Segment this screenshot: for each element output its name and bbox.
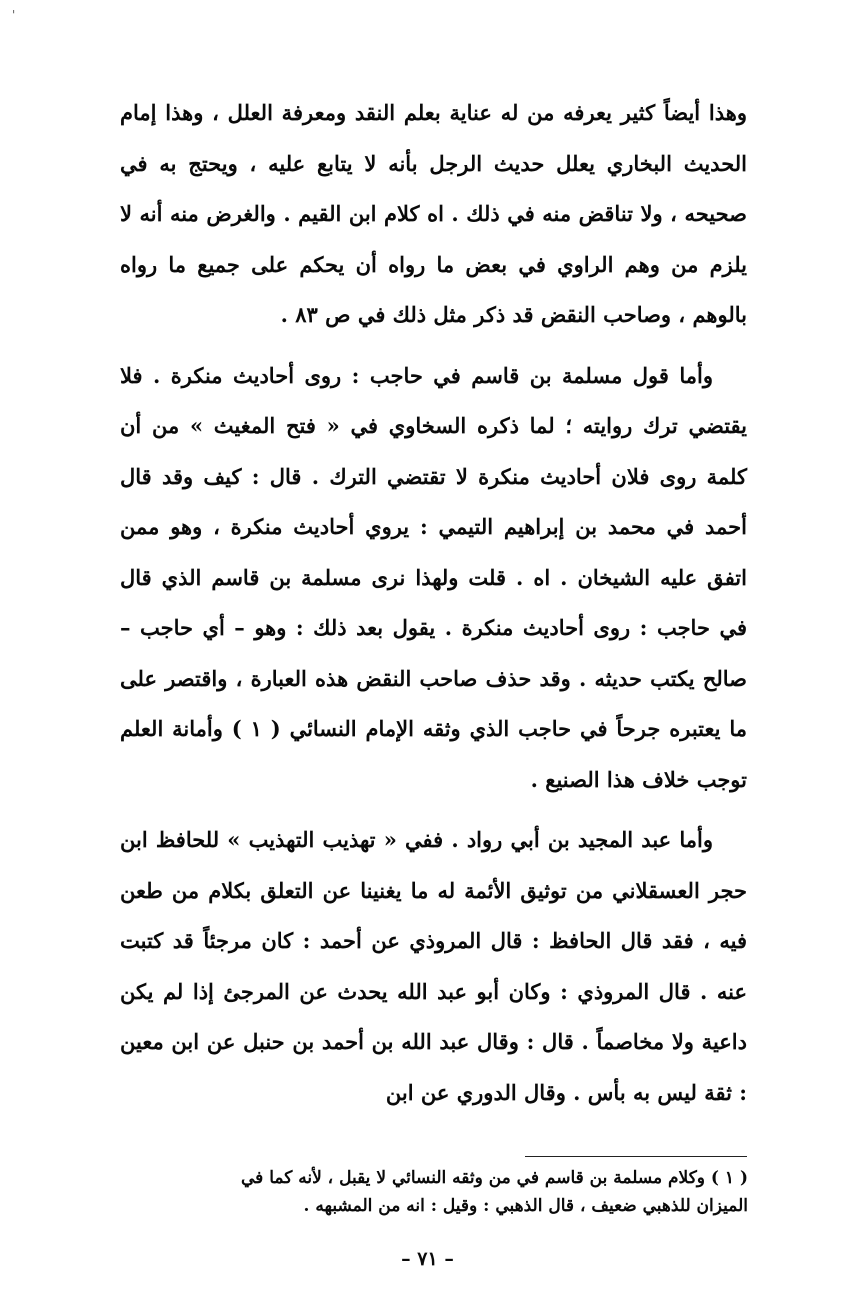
scan-mark: ' — [12, 8, 16, 22]
paragraph-1: وهذا أيضاً كثير يعرفه من له عناية بعلم النقد ومعرفة العلل ، وهذا إمام الحديث البخاري يعلل حديث الرجل بأنه لا يتابع عليه ، ويحتج به في صحيحه ، ولا تناقض منه في ذلك . اه كلام ابن القيم . والغرض منه أنه لا يلزم من وهم الراوي في بعض ما رواه أن يحكم على جميع ما رواه بالوهم ، وصاحب النقض قد ذكر مثل ذلك في ص ٨٣ . — [120, 100, 747, 327]
paragraph-3: وأما عبد المجيد بن أبي رواد . ففي « تهذيب التهذيب » للحافظ ابن حجر العسقلاني من توثيق الأئمة له ما يغنينا عن التعلق بكلام من طعن فيه ، فقد قال الحافظ : قال المروذي عن أحمد : كان مرجئاً قد كتبت عنه . قال المروذي : وكان أبو عبد الله يحدث عن المرجئ إذا لم يكن داعية ولا مخاصماً . قال : وقال عبد الله بن أحمد بن حنبل عن ابن معين : ثقة ليس به بأس . وقال الدوري عن ابن — [120, 827, 747, 1105]
main-text — [120, 88, 747, 1118]
paragraph-2: وأما قول مسلمة بن قاسم في حاجب : روى أحاديث منكرة . فلا يقتضي ترك روايته ؛ لما ذكره السخاوي في « فتح المغيث » من أن كلمة روى فلان أحاديث منكرة لا تقتضي الترك . قال : كيف وقد قال أحمد في محمد بن إبراهيم التيمي : يروي أحاديث منكرة ، وهو ممن اتفق عليه الشيخان . اه . قلت ولهذا نرى مسلمة بن قاسم الذي قال في حاجب : روى أحاديث منكرة . يقول بعد ذلك : وهو – أي حاجب – صالح يكتب حديثه . وقد حذف صاحب النقض هذه العبارة ، واقتصر على ما يعتبره جرحاً في حاجب الذي وثقه الإمام النسائي ( ١ ) وأمانة العلم توجب خلاف هذا الصنيع . — [120, 362, 747, 792]
page-number: – ٧١ – — [401, 1248, 454, 1270]
footnote — [108, 1164, 748, 1220]
footnote-line-1: ( ١ ) وكلام مسلمة بن قاسم في من وثقه النسائي لا يقبل ، لأنه كما في — [240, 1168, 748, 1188]
footnote-line-2: الميزان للذهبي ضعيف ، قال الذهبي : وقيل : انه من المشبهه . — [303, 1196, 748, 1216]
footnote-separator — [525, 1156, 747, 1157]
